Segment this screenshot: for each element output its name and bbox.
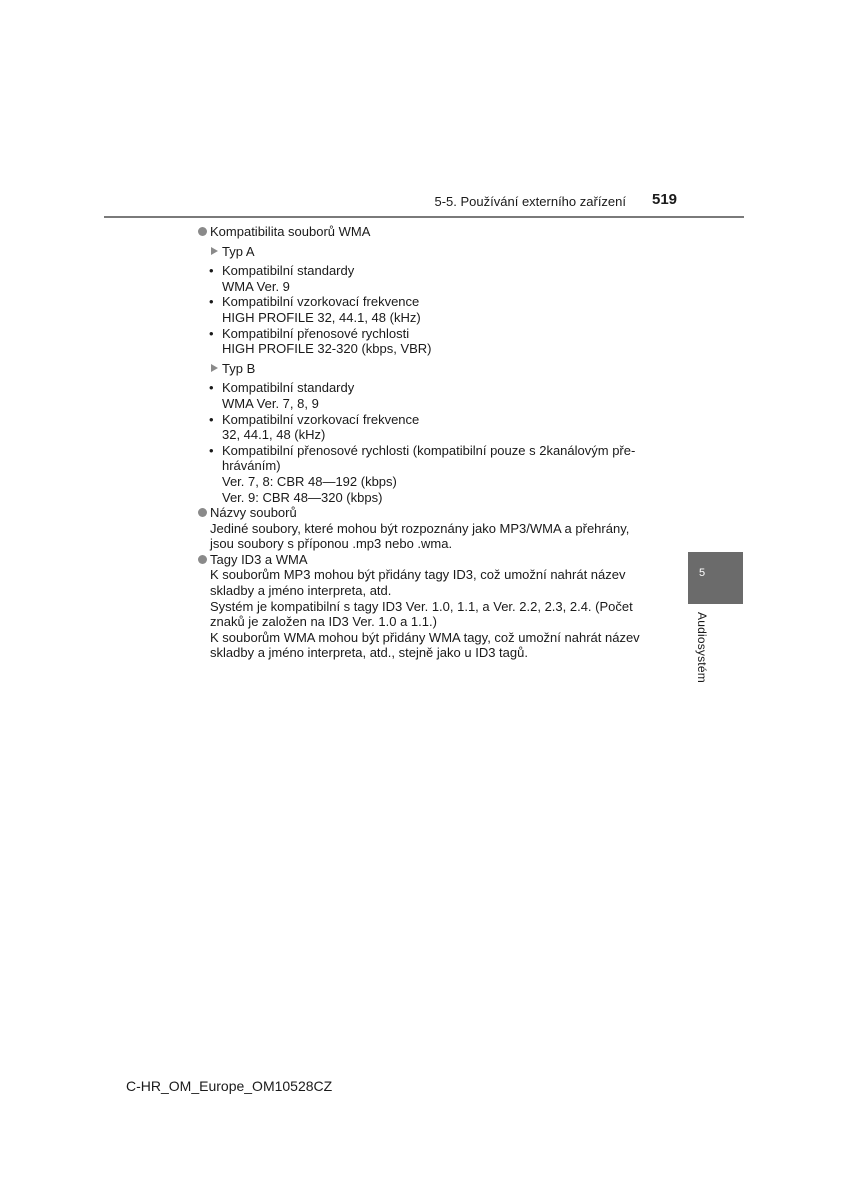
chapter-tab bbox=[688, 552, 743, 604]
tags-paragraph bbox=[198, 567, 662, 661]
bullet-dot-icon: • bbox=[209, 263, 214, 279]
type-b-heading bbox=[198, 361, 662, 377]
filenames-heading-text: Názvy souborů bbox=[210, 505, 297, 521]
circle-bullet-icon bbox=[198, 555, 207, 564]
list-item-title-continued: hráváním) bbox=[222, 458, 281, 474]
header-divider bbox=[104, 216, 744, 218]
chapter-label: Audiosystém bbox=[695, 612, 709, 683]
tags-heading bbox=[198, 552, 662, 568]
list-item-value: WMA Ver. 9 bbox=[222, 278, 290, 294]
paragraph-line: K souborům WMA mohou být přidány WMA tagy, což umožní nahrát název bbox=[210, 629, 640, 645]
triangle-bullet-icon bbox=[211, 247, 218, 255]
paragraph-line: skladby a jméno interpreta, atd., stejně jako u ID3 tagů. bbox=[210, 645, 528, 661]
list-item-value: HIGH PROFILE 32-320 (kbps, VBR) bbox=[222, 341, 432, 357]
list-item-value: HIGH PROFILE 32, 44.1, 48 (kHz) bbox=[222, 309, 421, 325]
paragraph-line: jsou soubory s příponou .mp3 nebo .wma. bbox=[210, 536, 453, 552]
type-a-label: Typ A bbox=[222, 243, 255, 259]
bullet-dot-icon: • bbox=[209, 294, 214, 310]
list-item-title: Kompatibilní standardy bbox=[222, 263, 355, 279]
circle-bullet-icon bbox=[198, 508, 207, 517]
list-item bbox=[198, 380, 662, 411]
circle-bullet-icon bbox=[198, 227, 207, 236]
document-code: C-HR_OM_Europe_OM10528CZ bbox=[126, 1078, 333, 1094]
paragraph-line: Jediné soubory, které mohou být rozpoznány jako MP3/WMA a přehrány, bbox=[210, 520, 630, 536]
filenames-paragraph bbox=[198, 521, 662, 552]
chapter-number: 5 bbox=[699, 567, 706, 579]
list-item bbox=[198, 443, 662, 505]
list-item-title: Kompatibilní přenosové rychlosti (kompatibilní pouze s 2kanálovým pře- bbox=[222, 442, 636, 458]
tags-heading-text: Tagy ID3 a WMA bbox=[210, 551, 308, 567]
wma-heading bbox=[198, 224, 662, 240]
type-a-heading bbox=[198, 244, 662, 260]
paragraph-line: K souborům MP3 mohou být přidány tagy ID3, což umožní nahrát název bbox=[210, 567, 626, 583]
triangle-bullet-icon bbox=[211, 364, 218, 372]
list-item-title: Kompatibilní vzorkovací frekvence bbox=[222, 294, 420, 310]
list-item-title: Kompatibilní přenosové rychlosti bbox=[222, 325, 410, 341]
wma-heading-text: Kompatibilita souborů WMA bbox=[210, 224, 371, 239]
bullet-dot-icon: • bbox=[209, 325, 214, 341]
filenames-heading bbox=[198, 505, 662, 521]
main-content bbox=[198, 224, 662, 661]
list-item-title: Kompatibilní standardy bbox=[222, 380, 355, 396]
list-item-value: WMA Ver. 7, 8, 9 bbox=[222, 395, 319, 411]
list-item bbox=[198, 412, 662, 443]
list-item-value: Ver. 9: CBR 48—320 (kbps) bbox=[222, 489, 383, 505]
paragraph-line: Systém je kompatibilní s tagy ID3 Ver. 1.0, 1.1, a Ver. 2.2, 2.3, 2.4. (Počet bbox=[210, 598, 633, 614]
type-b-label: Typ B bbox=[222, 360, 256, 376]
list-item-value: 32, 44.1, 48 (kHz) bbox=[222, 427, 326, 443]
paragraph-line: skladby a jméno interpreta, atd. bbox=[210, 583, 392, 599]
bullet-dot-icon: • bbox=[209, 442, 214, 458]
paragraph-line: znaků je založen na ID3 Ver. 1.0 a 1.1.) bbox=[210, 614, 437, 630]
list-item bbox=[198, 263, 662, 294]
list-item bbox=[198, 326, 662, 357]
list-item-title: Kompatibilní vzorkovací frekvence bbox=[222, 411, 420, 427]
section-title: 5-5. Používání externího zařízení bbox=[434, 194, 626, 209]
bullet-dot-icon: • bbox=[209, 380, 214, 396]
page-number: 519 bbox=[652, 191, 678, 208]
bullet-dot-icon: • bbox=[209, 411, 214, 427]
list-item bbox=[198, 294, 662, 325]
list-item-value: Ver. 7, 8: CBR 48—192 (kbps) bbox=[222, 473, 397, 489]
